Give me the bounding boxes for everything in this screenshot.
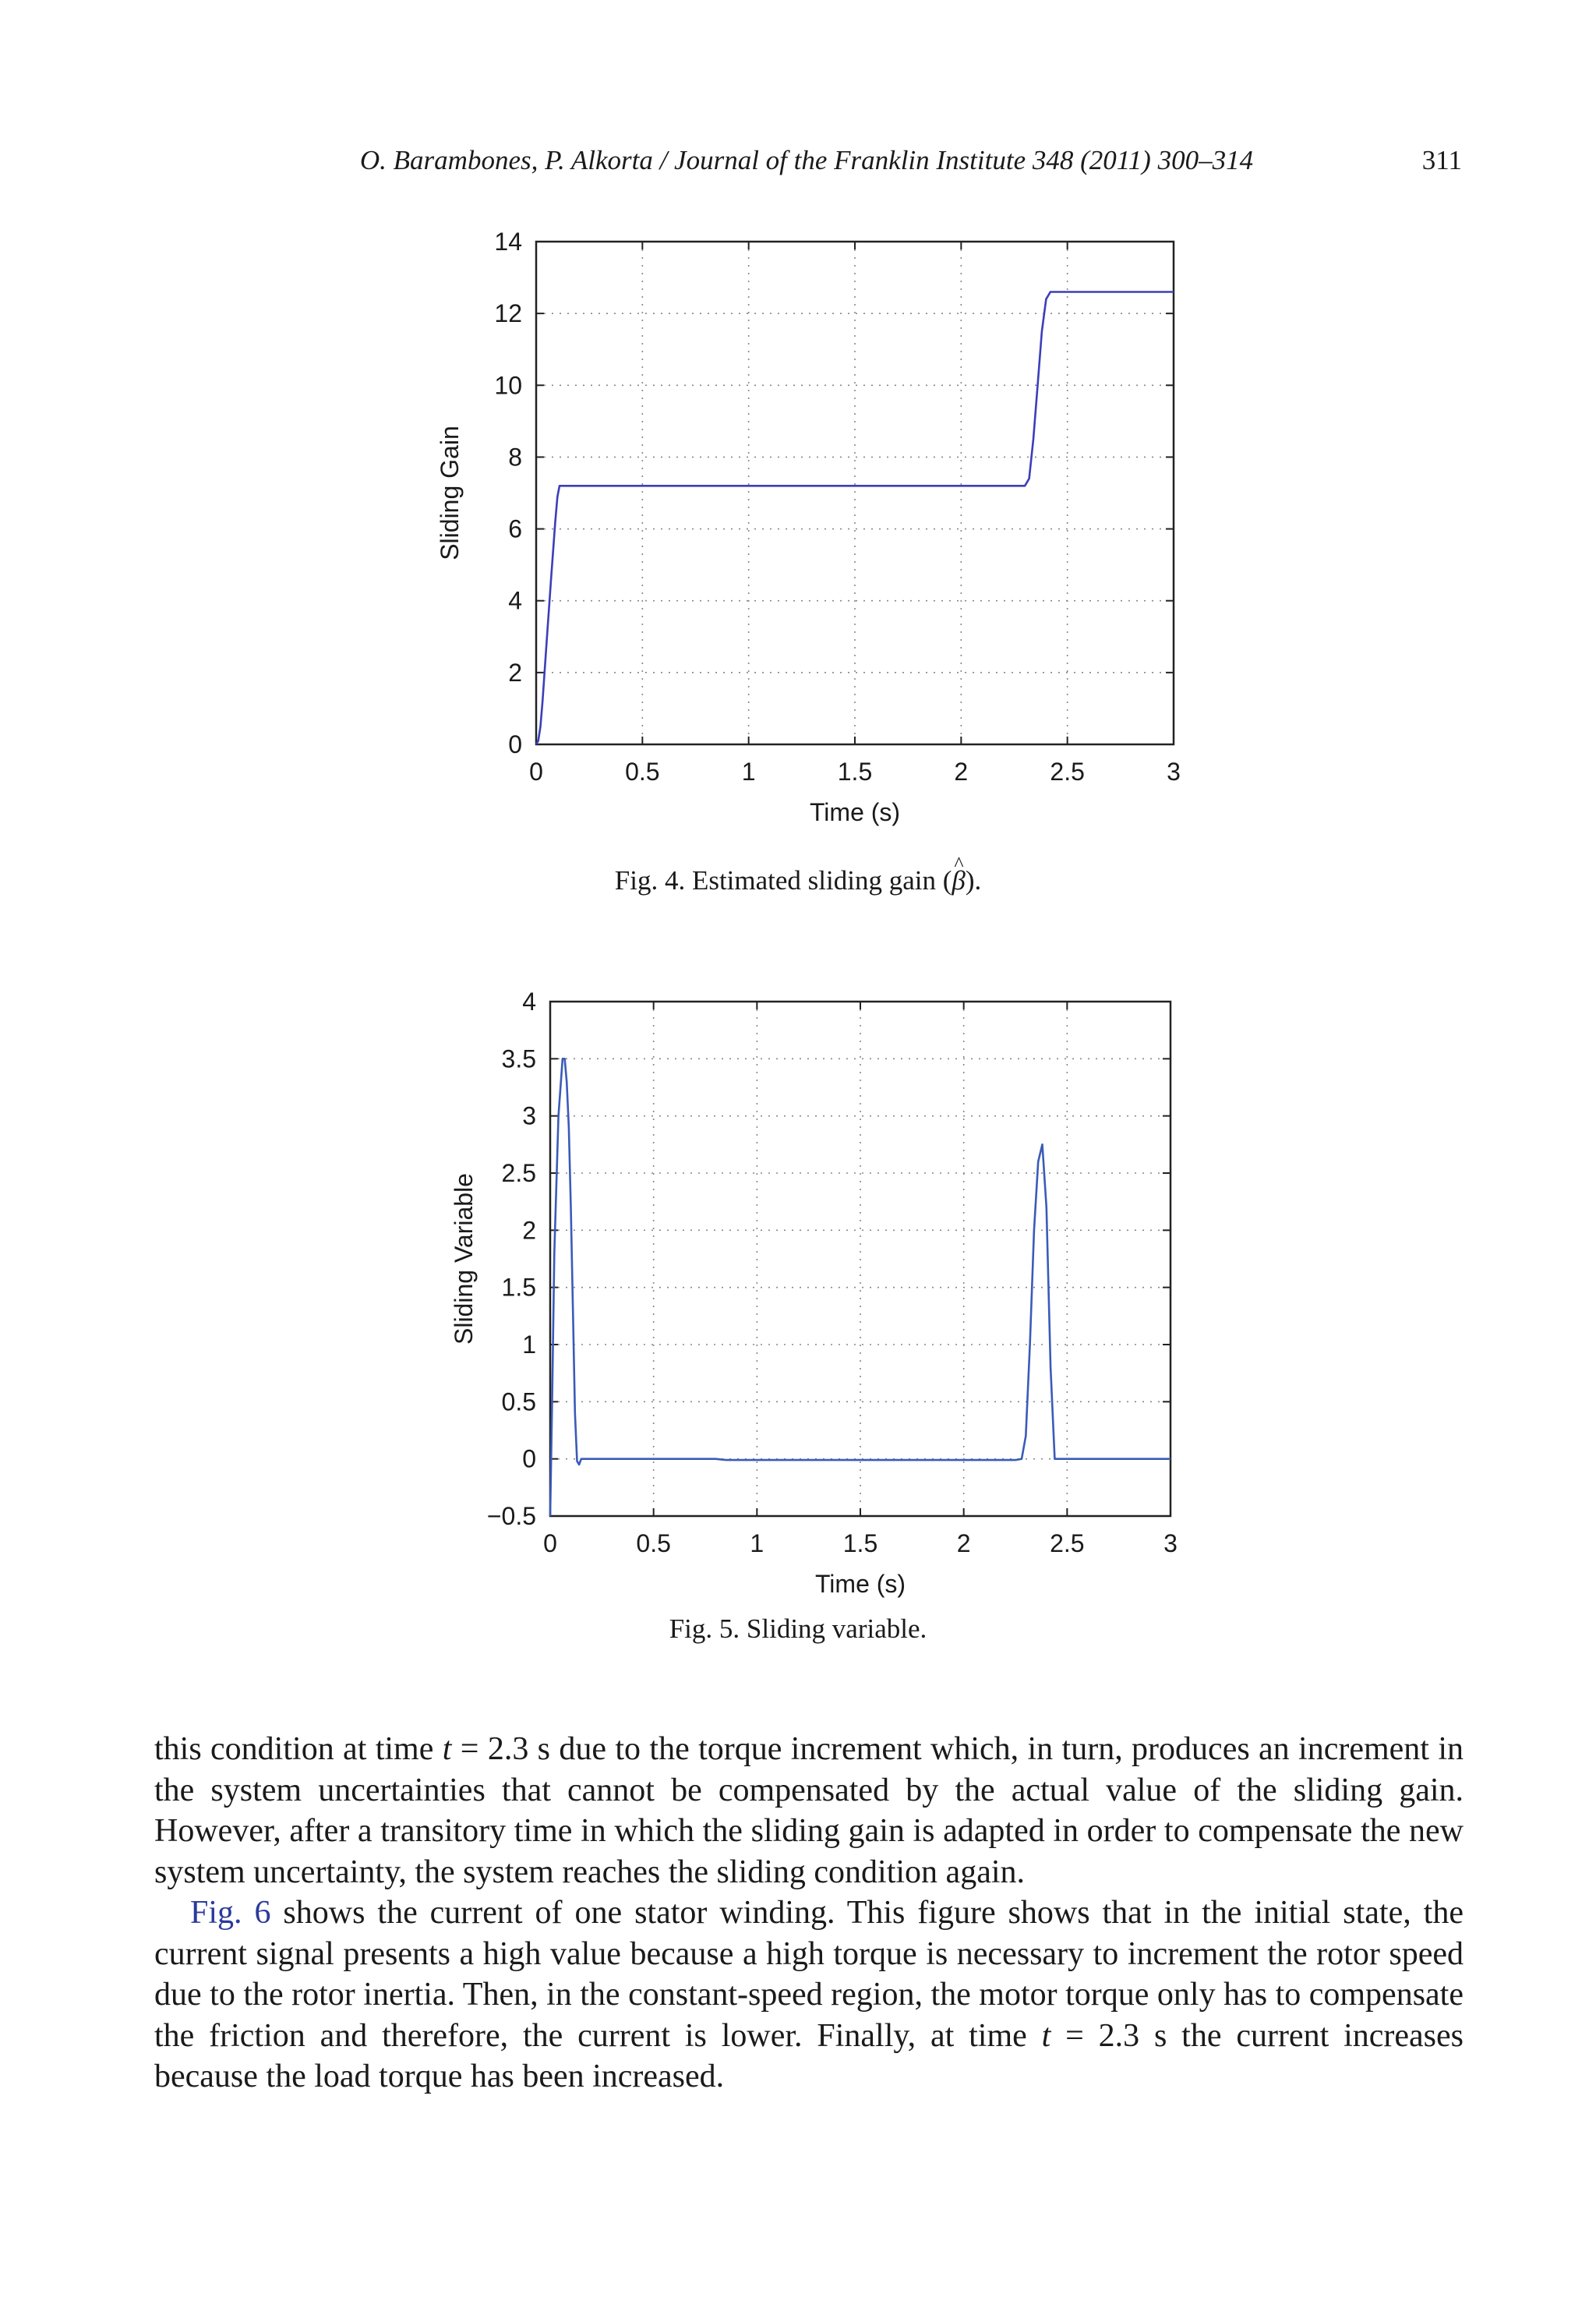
y-tick-label: 4 [522,988,536,1016]
x-axis-label: Time (s) [814,1570,906,1598]
y-tick-label: 2 [508,658,522,687]
grid-lines [550,1002,1171,1516]
y-axis-label: Sliding Gain [436,426,464,560]
y-tick-label: 1.5 [501,1273,536,1302]
x-tick-label: 1.5 [837,758,873,786]
x-tick-label: 2 [954,758,969,786]
figure-4-sliding-gain-chart [0,218,1596,842]
figure-4-caption [0,865,1596,896]
page-number: 311 [1421,145,1462,175]
caption-prefix: Fig. 4. Estimated sliding gain ( [614,865,952,896]
y-tick-label: 0.5 [501,1387,536,1416]
y-tick-label: 0 [522,1444,536,1473]
y-tick-label: 14 [494,228,522,256]
grid-lines [536,242,1174,744]
x-tick-label: 0 [543,1529,557,1557]
figure-5-sliding-variable-chart [0,978,1596,1602]
axis-ticks [494,228,1180,786]
y-tick-label: 8 [508,443,522,472]
y-tick-label: 2.5 [501,1159,536,1187]
fig-6-link[interactable]: Fig. 6 [190,1895,271,1931]
y-tick-label: 3.5 [501,1044,536,1073]
y-tick-label: 0 [508,730,522,758]
y-tick-label: 12 [494,299,522,328]
beta-hat-symbol: ^ β [952,865,965,896]
y-tick-label: 10 [494,371,522,400]
x-tick-label: 1 [741,758,756,786]
x-tick-label: 2 [956,1529,971,1557]
figure-5-caption: Fig. 5. Sliding variable. [669,1613,927,1644]
x-tick-label: 1.5 [842,1529,878,1557]
body-text [154,1729,1464,2098]
x-tick-label: 0.5 [625,758,660,786]
x-tick-label: 2.5 [1050,1529,1085,1557]
y-tick-label: 3 [522,1101,536,1130]
x-tick-label: 3 [1167,758,1181,786]
caption-suffix: ). [965,865,982,896]
x-tick-label: 0 [529,758,543,786]
x-axis-label: Time (s) [809,798,901,826]
y-tick-label: 6 [508,514,522,543]
running-head: O. Barambones, P. Alkorta / Journal of the Franklin Institute 348 (2011) 300–314 [359,145,1254,175]
paragraph-1: this condition at time t = 2.3 s due to the torque increment which, in turn, produces an increment in the system uncertainties that cannot be compensated by the actual value of the sliding gain. However, after a transitory time in which the sliding gain is adapted in order to compensate the new system uncertainty, the system reaches the sliding condition again. [154,1731,1464,1890]
x-tick-label: 3 [1163,1529,1178,1557]
y-axis-label: Sliding Variable [450,1173,478,1345]
axis-ticks [487,988,1178,1557]
paragraph-2: Fig. 6 shows the current of one stator winding. This figure shows that in the initial state, the current signal presents a high value because a high torque is necessary to increment the rotor speed due to the rotor inertia. Then, in the constant-speed region, the motor torque only has to compensate the friction and therefore, the current is lower. Finally, at time t = 2.3 s the current increases because the load torque has been increased. [154,1895,1464,2094]
y-tick-label: 4 [508,586,522,615]
plot-frame [536,242,1174,744]
y-tick-label: −0.5 [486,1502,536,1530]
y-tick-label: 2 [522,1216,536,1245]
x-tick-label: 0.5 [636,1529,671,1557]
x-tick-label: 1 [750,1529,764,1557]
x-tick-label: 2.5 [1050,758,1085,786]
y-tick-label: 1 [522,1331,536,1359]
